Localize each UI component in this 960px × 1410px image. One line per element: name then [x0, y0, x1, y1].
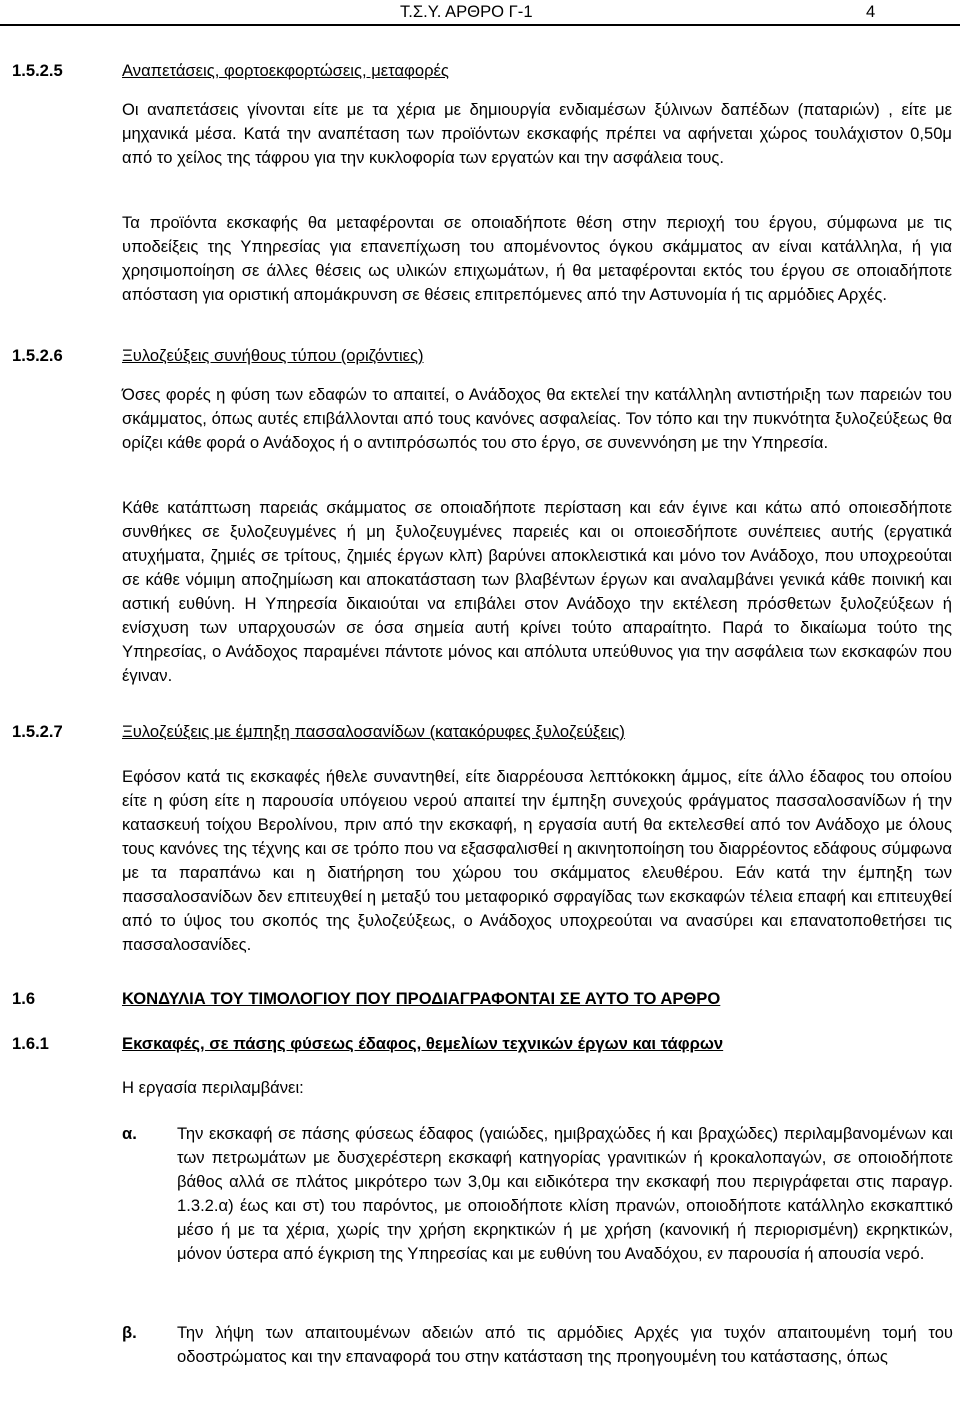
paragraph-1525-2: Τα προϊόντα εκσκαφής θα μεταφέρονται σε οποιαδήποτε θέση στην περιοχή του έργου, σύμφωνα με τις υποδείξεις της Υπηρεσίας για επανεπίχωση του απομένοντος όγκου σκάμματος αν είναι κατάλληλα, ή για χρησιμοποίηση σε άλλες θέσεις ως υλικών επιχωμάτων, ή θα μεταφέρονται εκτός του έργου σε οποιαδήποτε απόσταση για οριστική απομάκρυνση σε θέσεις επιτρεπόμενες από την Αστυνομία ή τις αρμόδιες Αρχές. [122, 213, 952, 304]
section-number-16: 1.6 [12, 989, 36, 1008]
section-title-161: Εκσκαφές, σε πάσης φύσεως έδαφος, θεμελίων τεχνικών έργων και τάφρων [122, 1034, 724, 1053]
page-header [400, 0, 960, 24]
list-item: Την εκσκαφή σε πάσης φύσεως έδαφος (γαιώδες, ημιβραχώδες ή και βραχώδες) περιλαμβανομένων και των πετρωμάτων με δυσχερέστερη εκσκαφή κατηγορίας γρανιτικών ή κροκαλοπαγών, σε οποιοδήποτε βάθος αλλά σε πλάτος μικρότερο των 3,0μ και ειδικότερα την εκσκαφή που περιγράφεται στις παραγρ. 1.3.2.α) έως και στ) του παρόντος, με οποιοδήποτε κλίση πρανών, οποιοδήποτε κατάλληλο εκσκαπτικό μέσο ή με τα χέρια, χωρίς την χρήση εκρηκτικών ή με χρήση (κανονική ή περιορισμένη) εκρηκτικών, μόνον ύστερα από έγκριση της Υπηρεσίας και με ευθύνη του Αναδόχου, εν παρουσία ή απουσία νερό. [177, 1124, 953, 1263]
section-number-1526: 1.5.2.6 [12, 346, 63, 365]
paragraph-1525-1: Οι αναπετάσεις γίνονται είτε με τα χέρια με δημιουργία ενδιαμέσων ξύλινων δαπέδων (παταριών) , είτε με μηχανικά μέσα. Κατά την αναπέταση των προϊόντων εκσκαφής πρέπει να αφήνεται χώρος τουλάχιστον 0,50μ από το χείλος της τάφρου για την κυκλοφορία των εργατών και την ασφάλεια τους. [122, 100, 952, 167]
header-title: Τ.Σ.Υ. ΑΡΘΡΟ Γ-1 [400, 2, 533, 21]
section-title-16: ΚΟΝΔΥΛΙΑ ΤΟΥ ΤΙΜΟΛΟΓΙΟΥ ΠΟΥ ΠΡΟΔΙΑΓΡΑΦΟΝΤΑΙ ΣΕ ΑΥΤΟ ΤΟ ΑΡΘΡΟ [122, 989, 721, 1008]
list-item-label: β. [122, 1323, 137, 1342]
page-number: 4 [866, 2, 876, 21]
section-title-1525: Αναπετάσεις, φορτοεκφορτώσεις, μεταφορές [122, 61, 449, 80]
list-item: Την λήψη των απαιτουμένων αδειών από τις αρμόδιες Αρχές για τυχόν απαιτουμένη τομή του οδοστρώματος και την επαναφορά του στην κατάσταση της προηγουμένη του κατάστασης, όπως [177, 1323, 953, 1366]
section-number-1527: 1.5.2.7 [12, 722, 63, 741]
list-item-label: α. [122, 1124, 137, 1143]
section-title-1526: Ξυλοζεύξεις συνήθους τύπου (οριζόντιες) [122, 346, 424, 365]
header-divider [0, 24, 960, 26]
section-number-1525: 1.5.2.5 [12, 61, 63, 80]
section-number-161: 1.6.1 [12, 1034, 49, 1053]
intro-161: Η εργασία περιλαμβάνει: [122, 1078, 304, 1097]
paragraph-1526-1: Όσες φορές η φύση των εδαφών το απαιτεί, ο Ανάδοχος θα εκτελεί την κατάλληλη αντιστήριξη των παρειών του σκάμματος, όπως αυτές επιβάλλονται από τους κανόνες ασφαλείας. Τον τόπο και την πυκνότητα ξυλοζεύξεως θα ορίζει κάθε φορά ο Ανάδοχος ή ο αντιπρόσωπός του στο έργο, σε συνεννόηση με την Υπηρεσία. [122, 385, 952, 452]
paragraph-1527-1: Εφόσον κατά τις εκσκαφές ήθελε συναντηθεί, είτε διαρρέουσα λεπτόκοκκη άμμος, είτε άλλο έδαφος του οποίου είτε η φύση είτε η παρουσία υπόγειου νερού απαιτεί την έμπηξη συνεχούς φράγματος πασσαλοσανίδων ή την κατασκευή τοίχου Βερολίνου, πριν από την εκσκαφή, η εργασία αυτή θα εκτελεσθεί από τον Ανάδοχο με όλους τους κανόνες της τέχνης και σε τρόπο που να εξασφαλισθεί η ακινητοποίηση του διαρρέοντος εδάφους σύμφωνα με τα παραπάνω και η διατήρηση του χώρου του σκάμματος ελευθέρου. Εάν κατά την έμπηξη των πασσαλοσανίδων δεν επιτευχθεί η μεταξύ του μεταφορικό σφραγίδας των εκσκαφών τέλεια επαφή και επιτευχθεί από το ύψος του σκοπός της ξυλοζεύξεως, ο Ανάδοχος υποχρεούται να ανασύρει και επανατοποθετήσει τις πασσαλοσανίδες. [122, 767, 952, 954]
section-title-1527: Ξυλοζεύξεις με έμπηξη πασσαλοσανίδων (κατακόρυφες ξυλοζεύξεις) [122, 722, 625, 741]
paragraph-1526-2: Κάθε κατάπτωση παρειάς σκάμματος σε οποιαδήποτε περίσταση και εάν έγινε και κάτω από οποιεσδήποτε συνθήκες σε ξυλοζευγμένες ή μη ξυλοζευγμένες παρειές και οι οποιεσδήποτε συνέπειες αυτής (εργατικά ατυχήματα, ζημιές σε τρίτους, ζημιές έργων κλπ) βαρύνει αποκλειστικά και μόνο τον Ανάδοχο, που υποχρεούται σε κάθε νόμιμη αποζημίωση και αποκατάσταση των βλαβέντων έργων και αναλαμβάνει γενικά κάθε ποινική και αστική ευθύνη. Η Υπηρεσία δικαιούται να επιβάλει στον Ανάδοχο την εκτέλεση πρόσθετων ξυλοζεύξεων ή ενίσχυση των υπαρχουσών σε όσα σημεία αυτή κρίνει τούτο απαραίτητο. Παρά το δικαίωμα τούτο της Υπηρεσίας, ο Ανάδοχος παραμένει πάντοτε μόνος και απόλυτα υπεύθυνος για την ασφάλεια των εκσκαφών που έγιναν. [122, 498, 952, 685]
